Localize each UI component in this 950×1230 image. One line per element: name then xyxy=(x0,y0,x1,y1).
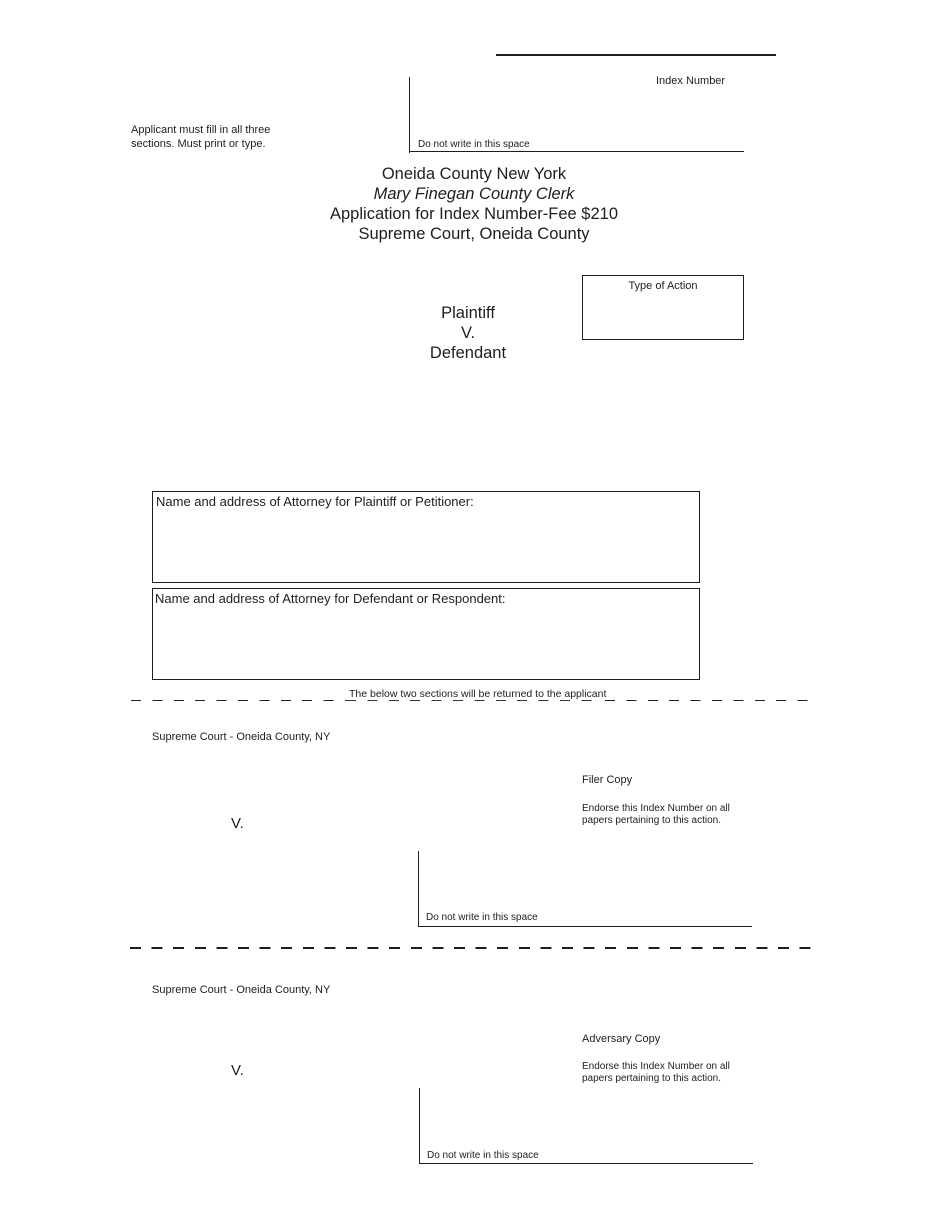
caption-plaintiff: Plaintiff xyxy=(441,304,495,322)
filer-box-left-border xyxy=(418,851,419,927)
type-of-action-box[interactable] xyxy=(582,275,744,340)
defendant-attorney-field[interactable] xyxy=(157,609,697,679)
plaintiff-attorney-label: Name and address of Attorney for Plaintiff or Petitioner: xyxy=(156,494,474,509)
type-of-action-field[interactable] xyxy=(587,298,741,336)
title-clerk: Mary Finegan County Clerk xyxy=(373,185,575,203)
clerk-box-bottom-border xyxy=(409,151,744,152)
index-number-label: Index Number xyxy=(656,75,726,87)
filer-endorse-line-2: papers pertaining to this action. xyxy=(582,815,721,826)
adversary-court-label: Supreme Court - Oneida County, NY xyxy=(152,984,331,996)
plaintiff-attorney-field[interactable] xyxy=(157,512,697,582)
adversary-versus: V. xyxy=(231,1062,244,1079)
filer-court-label: Supreme Court - Oneida County, NY xyxy=(152,731,331,743)
cut-line-2 xyxy=(130,947,812,949)
cut-line-1-middle xyxy=(346,700,598,701)
filer-do-not-write-label: Do not write in this space xyxy=(426,912,538,923)
instructions-line-1: Applicant must fill in all three xyxy=(131,124,271,136)
defendant-attorney-label: Name and address of Attorney for Defendant or Respondent: xyxy=(155,591,506,606)
adversary-endorse-line-2: papers pertaining to this action. xyxy=(582,1073,721,1084)
index-number-line xyxy=(496,54,776,56)
caption-versus: V. xyxy=(460,324,476,342)
adversary-box-bottom-border xyxy=(419,1163,753,1164)
type-of-action-label: Type of Action xyxy=(628,280,698,292)
clerk-box-left-border xyxy=(409,77,410,153)
returned-note: The below two sections will be returned to the applicant xyxy=(349,688,607,700)
defendant-attorney-box[interactable] xyxy=(152,588,700,680)
caption-defendant: Defendant xyxy=(429,344,507,362)
filer-copy-label: Filer Copy xyxy=(582,774,633,786)
cut-line-1-right xyxy=(605,700,810,701)
do-not-write-label: Do not write in this space xyxy=(418,139,530,150)
title-application: Application for Index Number-Fee $210 xyxy=(330,205,618,223)
adversary-box-left-border xyxy=(419,1088,420,1164)
adversary-endorse-line-1: Endorse this Index Number on all xyxy=(582,1061,730,1072)
filer-versus: V. xyxy=(231,815,244,832)
plaintiff-attorney-box[interactable] xyxy=(152,491,700,583)
cut-line-1-left xyxy=(131,700,346,701)
instructions-line-2: sections. Must print or type. xyxy=(131,138,266,150)
title-county: Oneida County New York xyxy=(381,165,567,183)
adversary-copy-label: Adversary Copy xyxy=(582,1033,661,1045)
title-court: Supreme Court, Oneida County xyxy=(358,225,590,243)
filer-endorse-line-1: Endorse this Index Number on all xyxy=(582,803,730,814)
adversary-do-not-write-label: Do not write in this space xyxy=(427,1150,539,1161)
filer-box-bottom-border xyxy=(418,926,752,927)
